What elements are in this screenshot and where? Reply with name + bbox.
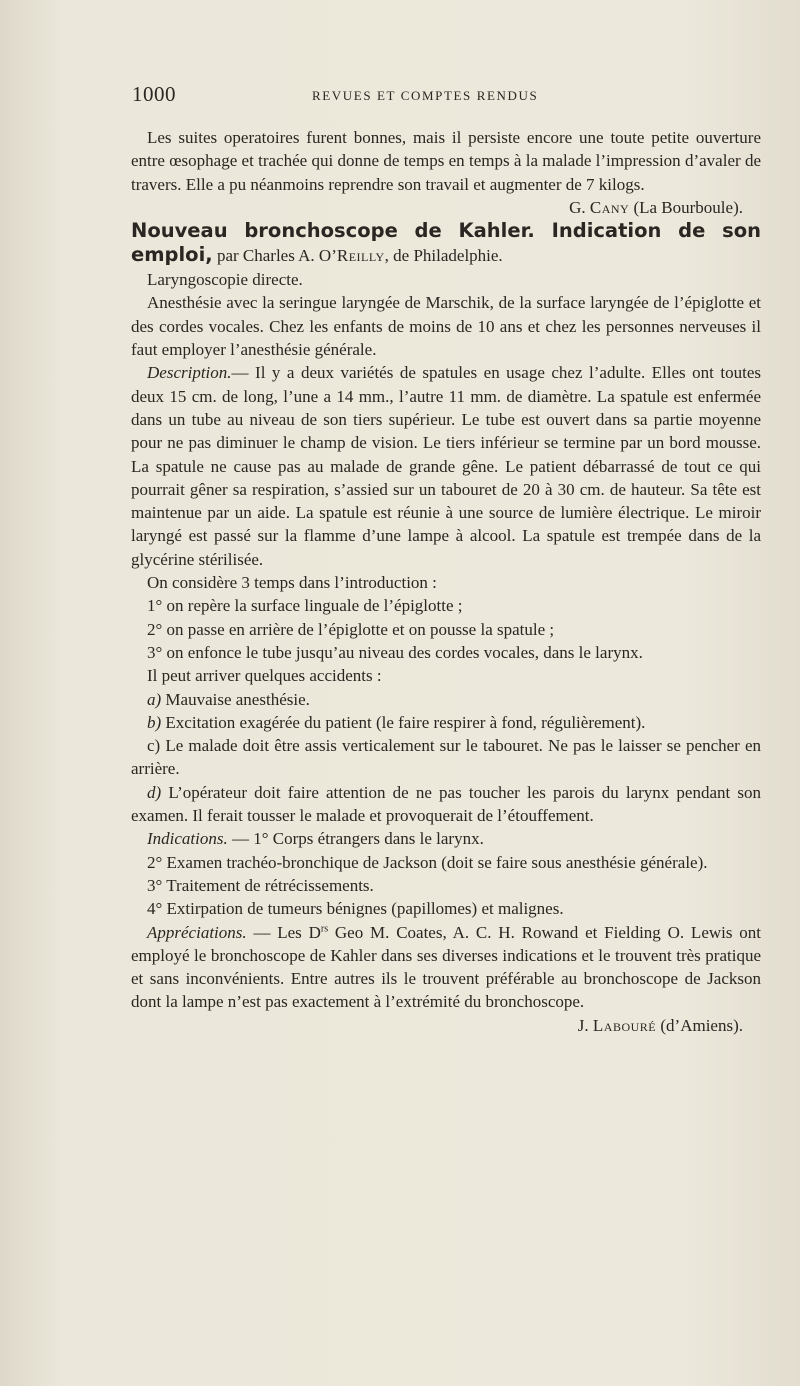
paragraph-laryngoscopy: Laryngoscopie directe. xyxy=(147,270,303,290)
indications-label: Indications. xyxy=(147,829,228,849)
description-label: Description. xyxy=(147,363,232,383)
paragraph-indications xyxy=(131,827,761,850)
running-head: REVUES ET COMPTES RENDUS xyxy=(312,88,539,103)
accident-mark: a) xyxy=(147,689,162,709)
accident-item xyxy=(131,688,761,711)
appreciations-text-b: Geo M. Coates, A. C. H. Rowand et Fielding O. Lewis ont employé le bronchoscope de Kahler dans ses diverses indications et le trouvent très pratique et sans inconvénients. Entre autres ils le trouvent préférable au bronchoscope de Jackson dont la lampe n’est pas exactement à l’extrémité du bronchoscope. xyxy=(131,922,762,1012)
appreciations-superscript: rs xyxy=(320,922,329,934)
paragraph-description xyxy=(131,361,761,571)
signature-place: (La Bourboule). xyxy=(629,197,743,217)
indications-first: — 1° Corps étrangers dans le larynx. xyxy=(227,829,484,849)
author-name: Reilly xyxy=(336,246,385,266)
accident-text: Excitation exagérée du patient (le faire respirer à fond, régulièrement). xyxy=(161,712,646,732)
byline-prefix: par Charles A. O’ xyxy=(212,246,337,266)
previous-article-paragraph: Les suites operatoires furent bonnes, mais il persiste encore une toute petite ouverture entre œsophage et trachée qui donne de temps en temps à la malade l’impression d’avaler de travers. Elle a pu néanmoins reprendre son travail et augmenter de 7 kilogs. xyxy=(131,128,761,194)
article-title: Nouveau bronchoscope de Kahler. Indication de son emploi, xyxy=(131,219,761,267)
step-item: 2° on passe en arrière de l’épiglotte et on pousse la spatule ; xyxy=(147,619,555,639)
accident-text: Mauvaise anesthésie. xyxy=(161,689,310,709)
appreciations-text-a: — Les D xyxy=(246,922,321,942)
indication-item: 4° Extirpation de tumeurs bénignes (papillomes) et malignes. xyxy=(147,899,564,919)
accident-item xyxy=(131,711,761,734)
accident-text: Le malade doit être assis verticalement sur le tabouret. Ne pas le laisser se pencher en arrière. xyxy=(131,736,761,779)
paragraph-introduction: On considère 3 temps dans l’introduction : xyxy=(147,573,437,593)
step-item: 1° on repère la surface linguale de l’épiglotte ; xyxy=(147,596,463,616)
step-item: 3° on enfonce le tube jusqu’au niveau des cordes vocales, dans le larynx. xyxy=(147,642,643,662)
accident-text: L’opérateur doit faire attention de ne pas toucher les parois du larynx pendant son examen. Il ferait tousser le malade et provoquerait de l’étouffement. xyxy=(131,782,761,826)
signature-initial: J. xyxy=(577,1015,593,1035)
signature-name: Labouré xyxy=(592,1015,657,1035)
accident-mark: c) xyxy=(147,736,161,756)
article-signature xyxy=(131,1014,761,1037)
page-header xyxy=(132,82,762,112)
byline xyxy=(213,246,503,265)
indication-item: 2° Examen trachéo-bronchique de Jackson (doit se faire sous anesthésie générale). xyxy=(147,852,708,872)
accident-item xyxy=(131,734,761,781)
accident-mark: d) xyxy=(147,782,162,802)
accident-mark: b) xyxy=(147,712,162,732)
appreciations-label: Appréciations. xyxy=(147,922,247,942)
body-text xyxy=(131,126,761,1037)
indication-item: 3° Traitement de rétrécissements. xyxy=(147,875,374,895)
previous-article-signature xyxy=(131,196,761,219)
accident-item xyxy=(131,781,761,828)
paragraph-anesthesia: Anesthésie avec la seringue laryngée de Marschik, de la surface laryngée de l’épiglotte et des cordes vocales. Chez les enfants de moins de 10 ans et chez les personnes nerveuses il faut employer l’anesthésie générale. xyxy=(131,293,761,360)
article-title-line xyxy=(131,219,761,268)
signature-initial: G. xyxy=(569,197,590,217)
description-text: — Il y a deux variétés de spatules en usage chez l’adulte. Elles ont toutes deux 15 cm. de long, l’une a 14 mm., l’autre 11 mm. de diamètre. La spatule est enfermée dans un tube au niveau de son tiers supérieur. Le tube est ouvert dans sa partie moyenne pour ne pas diminuer le champ de vision. Le tiers inférieur se termine par un bord mousse. La spatule ne cause pas au malade de grande gêne. Le patient débarrassé de tout ce qui pourrait gêner sa respiration, s’assied sur un tabouret de 20 à 30 cm. de hauteur. Sa tête est maintenue par un aide. La spatule est réunie à une source de lumière électrique. Le miroir laryngé est passé sur la flamme d’une lampe à alcool. La spatule est trempée dans de la glycérine stérilisée. xyxy=(131,363,761,569)
signature-place: (d’Amiens). xyxy=(656,1015,743,1035)
paragraph-accidents: Il peut arriver quelques accidents : xyxy=(147,666,382,686)
signature-name: Cany xyxy=(589,197,630,217)
byline-suffix: , de Philadelphie. xyxy=(384,246,503,266)
paragraph-appreciations xyxy=(131,921,761,1014)
page-number: 1000 xyxy=(132,82,176,106)
